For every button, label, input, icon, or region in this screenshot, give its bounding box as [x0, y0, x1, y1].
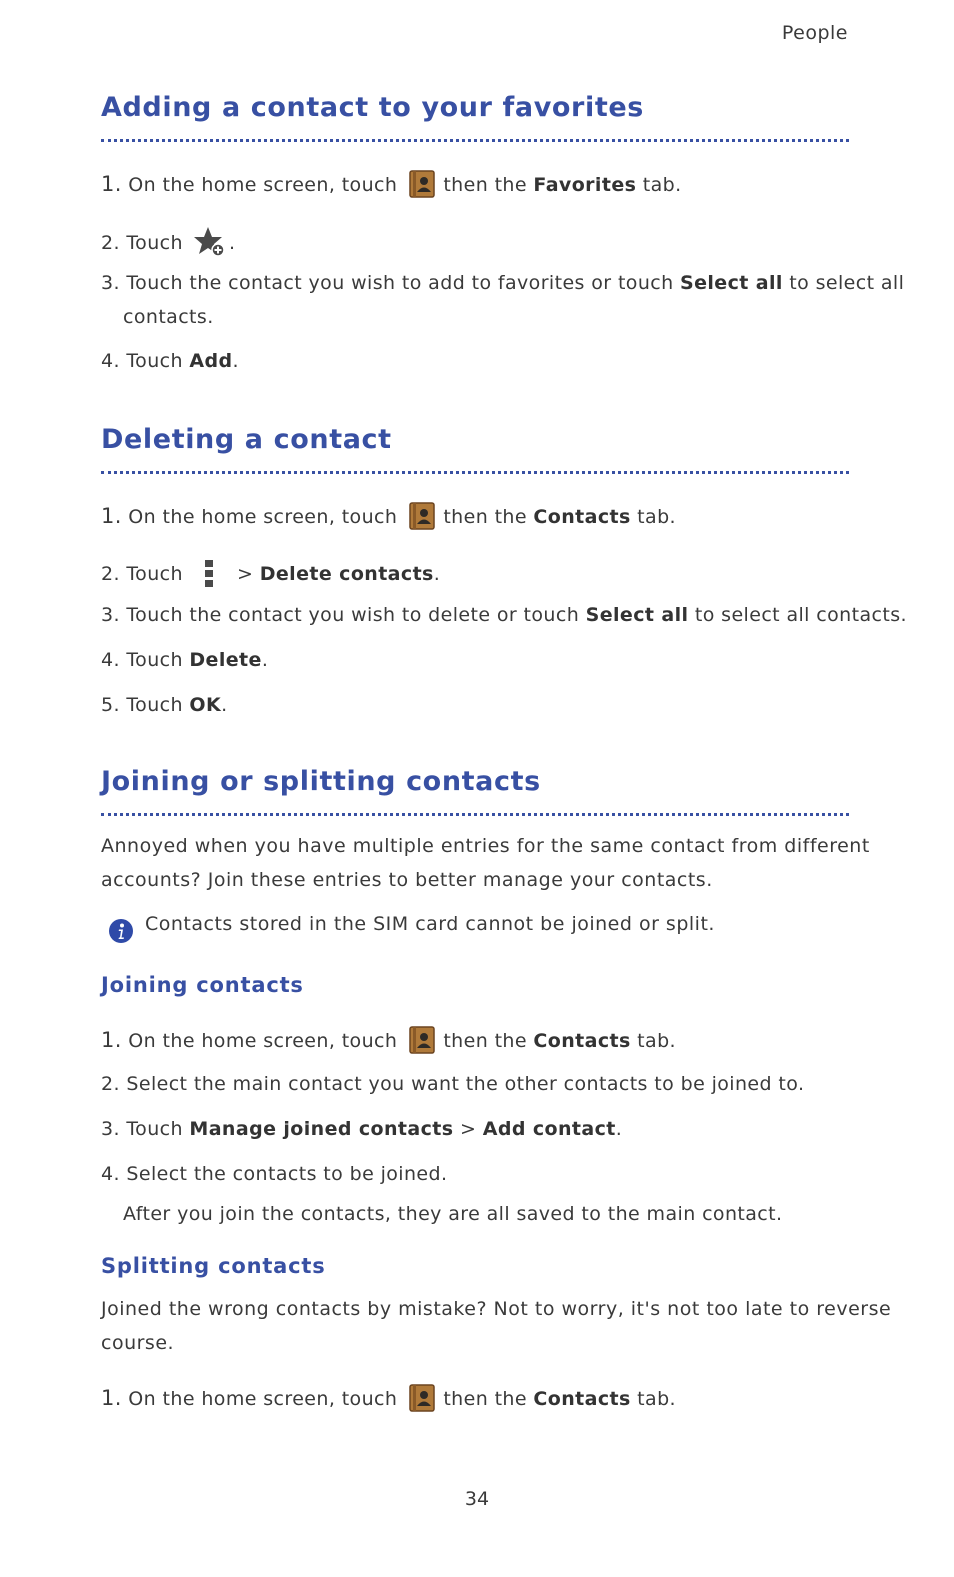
step-text: then the	[443, 506, 527, 528]
step-text: Touch	[126, 694, 183, 716]
step-text: Touch	[126, 232, 183, 254]
menu-separator: >	[459, 1118, 477, 1140]
ui-term-contacts: Contacts	[533, 1388, 631, 1410]
contacts-app-icon	[409, 1384, 435, 1412]
joining-step-4-result: After you join the contacts, they are all saved to the main contact.	[123, 1203, 783, 1225]
deleting-step-3	[101, 604, 907, 626]
add-favorite-star-icon	[193, 226, 227, 258]
heading-divider	[101, 471, 849, 474]
step-text: tab.	[642, 174, 682, 196]
deleting-step-5	[101, 694, 228, 716]
joining-step-4	[101, 1163, 447, 1185]
favorites-step-2	[101, 226, 235, 258]
step-text: Select the contacts to be joined.	[126, 1163, 448, 1185]
step-text: .	[232, 350, 239, 372]
heading-divider	[101, 813, 849, 816]
step-text: then the	[443, 1030, 527, 1052]
step-number: 1.	[101, 1028, 122, 1052]
deleting-step-1	[101, 502, 676, 530]
contacts-app-icon	[409, 170, 435, 198]
step-number: 4.	[101, 350, 120, 372]
running-header: People	[781, 22, 848, 44]
step-text: Touch	[126, 350, 183, 372]
more-menu-icon	[203, 558, 215, 590]
deleting-step-2	[101, 558, 440, 590]
step-text: .	[228, 232, 236, 254]
step-number: 1.	[101, 172, 122, 196]
step-text: tab.	[637, 1388, 676, 1410]
joining-step-3	[101, 1118, 622, 1140]
step-text: .	[615, 1118, 623, 1140]
heading-adding-favorites: Adding a contact to your favorites	[101, 92, 644, 123]
step-number: 2.	[101, 563, 120, 585]
step-number: 3.	[101, 272, 120, 294]
splitting-step-1	[101, 1384, 676, 1412]
contacts-app-icon	[409, 502, 435, 530]
ui-term-favorites: Favorites	[533, 174, 637, 196]
step-text: Select the main contact you want the other contacts to be joined to.	[126, 1073, 805, 1095]
ui-term-delete-contacts: Delete contacts	[259, 563, 434, 585]
joining-step-2	[101, 1073, 804, 1095]
step-number: 4.	[101, 1163, 120, 1185]
joining-step-1	[101, 1026, 676, 1054]
step-number: 4.	[101, 649, 120, 671]
step-text: tab.	[637, 506, 676, 528]
step-text: On the home screen, touch	[128, 174, 398, 196]
step-text: Touch the contact you wish to delete or touch	[126, 604, 580, 626]
page-number: 34	[464, 1488, 490, 1510]
heading-deleting-contact: Deleting a contact	[101, 424, 392, 455]
step-text: Touch	[126, 649, 183, 671]
step-text: On the home screen, touch	[128, 1388, 398, 1410]
menu-separator: >	[236, 563, 254, 585]
step-text: On the home screen, touch	[128, 1030, 398, 1052]
deleting-step-4	[101, 649, 268, 671]
step-text: Touch the contact you wish to add to favorites or touch	[126, 272, 674, 294]
intro-paragraph-line-2: accounts? Join these entries to better manage your contacts.	[101, 869, 713, 891]
step-text: tab.	[637, 1030, 676, 1052]
step-number: 3.	[101, 1118, 120, 1140]
step-text: Touch	[126, 1118, 183, 1140]
splitting-intro-line-2: course.	[101, 1332, 175, 1354]
favorites-step-1	[101, 170, 682, 198]
heading-joining-splitting: Joining or splitting contacts	[101, 766, 541, 797]
step-text: .	[261, 649, 269, 671]
step-number: 1.	[101, 504, 122, 528]
step-text: .	[433, 563, 441, 585]
intro-paragraph-line-1: Annoyed when you have multiple entries for the same contact from different	[101, 835, 870, 857]
subheading-joining-contacts: Joining contacts	[101, 973, 304, 997]
step-text: then the	[443, 174, 527, 196]
step-text: then the	[443, 1388, 527, 1410]
contacts-app-icon	[409, 1026, 435, 1054]
step-text: Touch	[126, 563, 183, 585]
splitting-intro-line-1: Joined the wrong contacts by mistake? Not to worry, it's not too late to reverse	[101, 1298, 892, 1320]
step-number: 1.	[101, 1386, 122, 1410]
step-text: .	[221, 694, 228, 716]
ui-term-contacts: Contacts	[533, 1030, 631, 1052]
step-number: 5.	[101, 694, 120, 716]
ui-term-contacts: Contacts	[533, 506, 631, 528]
favorites-step-4	[101, 350, 239, 372]
ui-term-manage-joined-contacts: Manage joined contacts	[189, 1118, 454, 1140]
info-icon	[108, 918, 134, 944]
step-text: to select all	[789, 272, 905, 294]
step-number: 2.	[101, 232, 120, 254]
favorites-step-3-continued: contacts.	[123, 306, 214, 328]
ui-term-ok: OK	[189, 694, 222, 716]
ui-term-add: Add	[189, 350, 233, 372]
heading-divider	[101, 139, 849, 142]
ui-term-select-all: Select all	[585, 604, 689, 626]
ui-term-select-all: Select all	[680, 272, 783, 294]
favorites-step-3	[101, 272, 904, 294]
subheading-splitting-contacts: Splitting contacts	[101, 1254, 326, 1278]
ui-term-delete: Delete	[189, 649, 262, 671]
step-text: to select all contacts.	[694, 604, 907, 626]
step-number: 3.	[101, 604, 120, 626]
step-text: On the home screen, touch	[128, 506, 398, 528]
step-number: 2.	[101, 1073, 120, 1095]
note-text: Contacts stored in the SIM card cannot be joined or split.	[145, 913, 715, 935]
ui-term-add-contact: Add contact	[482, 1118, 616, 1140]
